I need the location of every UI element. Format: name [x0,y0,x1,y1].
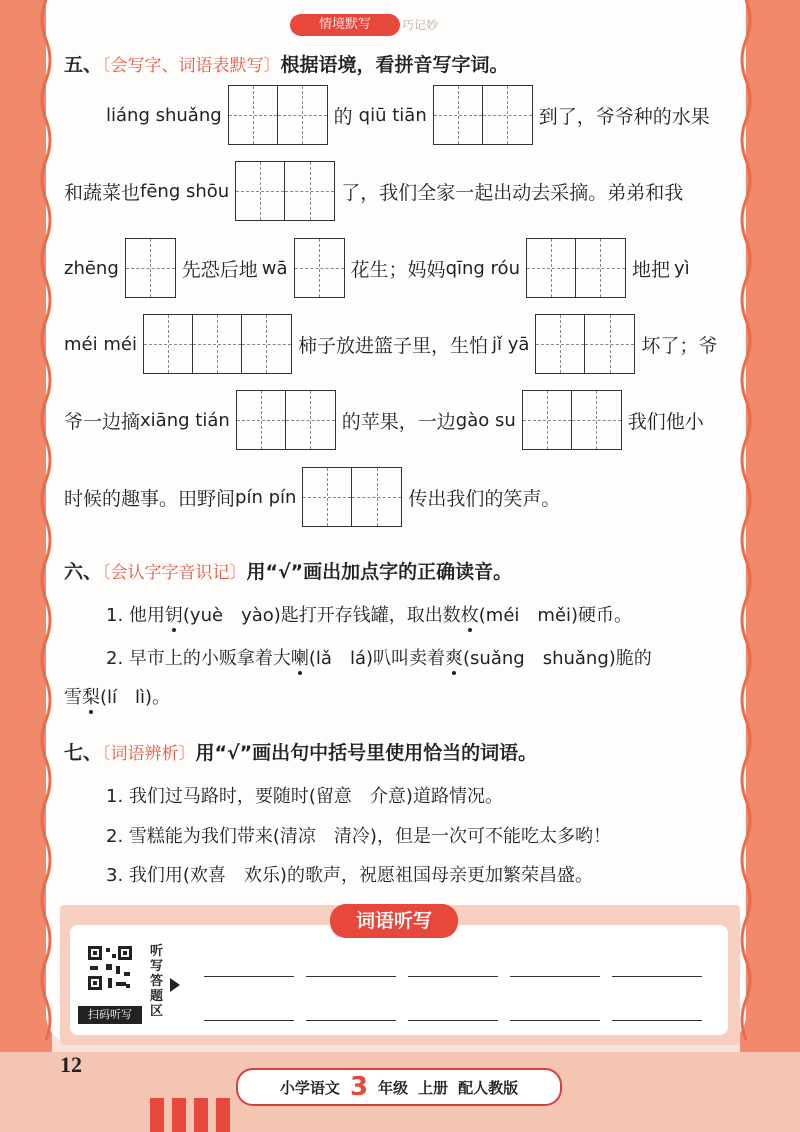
writing-grid[interactable] [235,161,335,221]
answer-line[interactable] [204,1020,294,1021]
writing-grid[interactable] [433,85,533,145]
section6-num: 六、 [64,561,103,583]
pronunciation-options[interactable]: (lí lì)。 [100,687,171,708]
left-wave-edge [38,0,54,1045]
s6-question-1 [106,601,632,627]
text: 传出我们的笑声。 [408,487,561,510]
writing-grid[interactable] [236,390,336,450]
pronunciation-options[interactable]: (lǎ lá)叭叫卖着 [308,648,446,669]
answer-line[interactable] [408,1020,498,1021]
header-tab-secondary: 巧记妙 [402,18,439,32]
writing-grid[interactable] [125,238,176,298]
pronunciation-options[interactable]: (yuè yào)匙打开存钱罐，取出数 [182,605,461,626]
footer-badge [236,1068,562,1106]
writing-grid[interactable] [228,85,328,145]
pinyin: wā [261,257,288,279]
text: 坏了；爷 [641,334,718,357]
s5-line-1 [106,85,710,145]
section7-tag: 〔词语辨析〕 [102,744,196,764]
qr-label: 扫码听写 [78,1006,142,1024]
writing-grid[interactable] [143,314,292,374]
pinyin: gào su [455,409,516,431]
header-tab: 情境默写 [290,14,400,36]
pinyin: jǐ yā [491,333,530,355]
section5-instruction: 根据语境，看拼音写字词。 [280,54,509,76]
dotted-char: 梨 [82,687,100,708]
section5-num: 五、 [64,54,103,76]
grade-number: 3 [349,1072,369,1102]
text: 的 [333,105,353,128]
term: 上册 [418,1078,449,1097]
pinyin: yì [674,257,690,279]
arrow-right-icon [170,978,180,992]
right-wave-edge [738,0,754,1045]
writing-grid[interactable] [302,467,402,527]
subject: 小学语文 [279,1078,340,1097]
text: 2. 早市上的小贩拿着大 [106,648,291,669]
s7-question-3[interactable]: 3. 我们用(欢喜 欢乐)的歌声，祝愿祖国母亲更加繁荣昌盛。 [106,865,593,886]
grade: 年级 [378,1078,409,1097]
answer-line[interactable] [408,976,498,977]
pinyin: qiū tiān [358,104,427,126]
s5-line-5 [64,390,704,450]
text: 了，我们全家一起出动去采摘。弟弟和我 [341,181,684,204]
pinyin: xiāng tián [140,409,230,431]
writing-grid[interactable] [522,390,622,450]
s6-question-2-cont [64,683,170,709]
answer-line[interactable] [510,1020,600,1021]
section5-heading [64,50,509,77]
page-number: 12 [60,1052,82,1077]
s7-question-1[interactable]: 1. 我们过马路时，要随时(留意 介意)道路情况。 [106,786,503,807]
s5-line-2 [64,161,683,221]
decor-stripe [194,1098,208,1132]
section6-heading [64,557,512,584]
answer-line[interactable] [204,976,294,977]
pinyin: zhēng [64,257,119,279]
answer-line[interactable] [306,1020,396,1021]
section7-num: 七、 [64,742,103,764]
pinyin: fēng shōu [140,180,230,202]
text: 先恐后地 [181,258,258,281]
dictation-side-label: 听写答题区 [150,944,164,1019]
answer-line[interactable] [510,976,600,977]
section5-tag: 〔会写字、词语表默写〕 [102,56,281,76]
dotted-char: 喇 [290,648,309,669]
pinyin: qīng róu [445,257,520,279]
text: 时候的趣事。田野间 [64,487,236,510]
pronunciation-options[interactable]: (suǎng shuǎng)脆的 [463,648,652,669]
dotted-char: 枚 [460,605,479,626]
answer-line[interactable] [306,976,396,977]
pinyin: pín pín [235,486,297,508]
s7-question-2[interactable]: 2. 雪糕能为我们带来(清凉 清冷)，但是一次可不能吃太多哟！ [106,826,611,847]
text: 我们他小 [627,410,704,433]
text: 的苹果，一边 [341,410,456,433]
pronunciation-options[interactable]: (méi měi)硬币。 [478,605,633,626]
text: 柿子放进篮子里，生怕 [297,334,488,357]
section7-instruction: 用“√”画出句中括号里使用恰当的词语。 [195,742,538,764]
pinyin: liáng shuǎng [106,104,222,126]
dictation-title: 词语听写 [330,904,458,938]
section6-instruction: 用“√”画出加点字的正确读音。 [246,561,513,583]
edition: 配人教版 [458,1078,519,1097]
s5-line-6 [64,467,560,527]
s6-question-2 [106,644,652,670]
answer-line[interactable] [612,976,702,977]
text: 地把 [631,258,670,281]
writing-grid[interactable] [294,238,345,298]
dotted-char: 爽 [445,648,464,669]
text: 和蔬菜也 [64,181,141,204]
s5-line-3 [64,238,690,298]
qr-code-icon[interactable] [86,944,134,992]
dotted-char: 钥 [164,605,183,626]
text: 到了，爷爷种的水果 [538,105,710,128]
pinyin: méi méi [64,333,137,355]
decor-stripe [150,1098,164,1132]
text: 1. 他用 [106,605,165,626]
writing-grid[interactable] [535,314,635,374]
section7-heading [64,738,537,765]
writing-grid[interactable] [526,238,626,298]
s5-line-4 [64,314,717,374]
section6-tag: 〔会认字字音识记〕 [102,563,247,583]
answer-line[interactable] [612,1020,702,1021]
decor-stripe [172,1098,186,1132]
decor-stripe [216,1098,230,1132]
text: 花生；妈妈 [350,258,446,281]
text: 雪 [64,687,82,708]
text: 爷一边摘 [64,410,141,433]
